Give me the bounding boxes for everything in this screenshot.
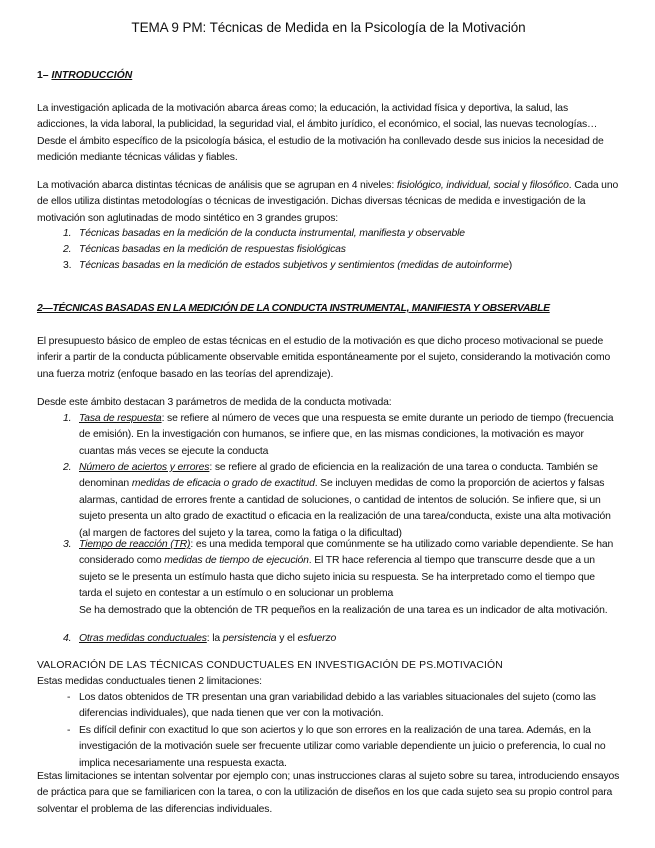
section-3-closing: Estas limitaciones se intentan solventar por ejemplo con; unas instrucciones claras al sujeto sobre su tarea, introduciendo ensayos de práctica para que se familiaricen con la tarea, o con la utilización de diseños en los que cada sujeto sea su propio control para solventar el problema de las diferencias individuales. <box>37 771 620 815</box>
section-3-heading: VALORACIÓN DE LAS TÉCNICAS CONDUCTUALES EN INVESTIGACIÓN DE PS.MOTIVACIÓN <box>37 660 503 671</box>
section-2-paragraph-1: El presupuesto básico de empleo de estas técnicas en el estudio de la motivación es que dicho proceso motivacional se puede inferir a partir de la conducta públicamente observable emitida espontáneamente por el sujeto, considerando la motivación como una fuerza motriz (enfoque basado en las teorías del aprendizaje). <box>37 336 611 380</box>
section-1-heading <box>37 70 132 81</box>
term-reaction-time: Tiempo de reacción (TR) <box>79 539 191 550</box>
section-2-heading: 2—TÉCNICAS BASADAS EN LA MEDICIÓN DE LA CONDUCTA INSTRUMENTAL, MANIFIESTA Y OBSERVABLE <box>37 303 550 314</box>
term-other-measures: Otras medidas conductuales <box>79 633 207 644</box>
section-2-paragraph-2: Desde este ámbito destacan 3 parámetros de medida de la conducta motivada: <box>37 397 392 408</box>
section-1-title: INTRODUCCIÓN <box>51 70 133 81</box>
document-title: TEMA 9 PM: Técnicas de Medida en la Psicología de la Motivación <box>131 20 526 35</box>
section-3-intro: Estas medidas conductuales tienen 2 limitaciones: <box>37 676 262 687</box>
levels-list: fisiológico, individual, social <box>396 180 520 191</box>
term-hits-errors: Número de aciertos y errores <box>79 462 210 473</box>
intro-paragraph-1: La investigación aplicada de la motivación abarca áreas como; la educación, la actividad física y deportiva, la salud, las adicciones, la vida laboral, la publicidad, la seguridad vial, el ámbito jurídico, el económico, el social, las nuevas tecnologías… Desde el ámbito específico de la psicología básica, el estudio de la motivación ha conllevado desde sus inicios la necesidad de medición mediante técnicas válidas y fiables. <box>37 103 604 164</box>
intro-paragraph-2: La motivación abarca distintas técnicas de análisis que se agrupan en 4 niveles: fisiológico, individual, social y filosófico. Cada uno de ellos utiliza distintas metodologías o técnicas de investigación. Dichas diversas técnicas de medida e investigación de la motivación son aglutinadas de modo sintético en 3 grandes grupos: <box>37 180 619 224</box>
section-1-number: 1– <box>37 70 52 81</box>
term-response-rate: Tasa de respuesta <box>79 413 162 424</box>
level-philosophical: filosófico <box>529 180 569 191</box>
